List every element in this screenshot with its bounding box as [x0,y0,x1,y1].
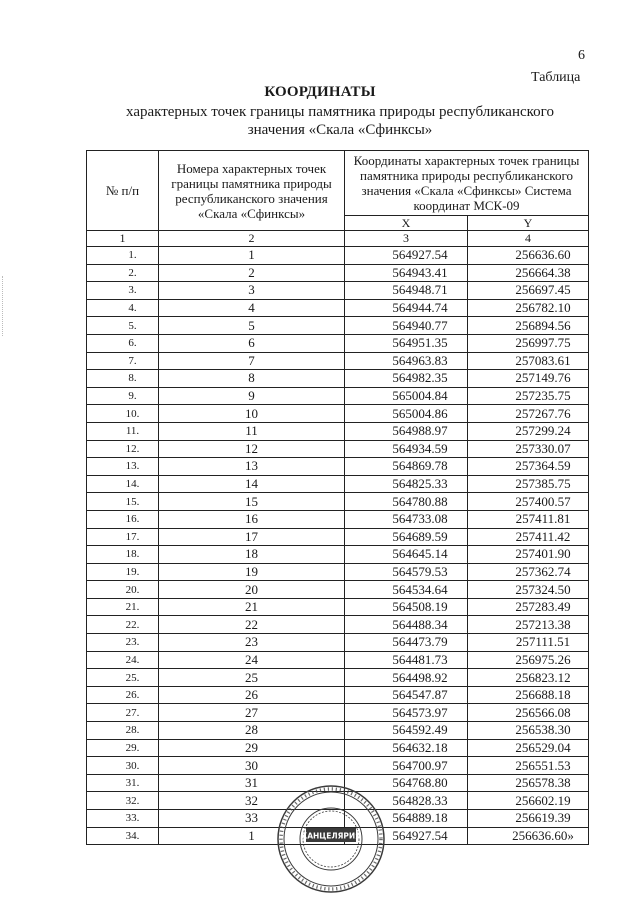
x-coordinate-cell: 564988.97 [345,422,468,440]
y-coordinate-cell: 257299.24 [468,422,589,440]
x-coordinate-cell: 564943.41 [345,264,468,282]
point-number-cell: 10 [159,405,345,423]
header-index-4: 4 [468,231,589,247]
point-number-cell: 7 [159,352,345,370]
row-number-cell: 14. [87,475,159,493]
row-number-cell: 28. [87,722,159,740]
point-number-cell: 4 [159,299,345,317]
row-number-cell: 20. [87,581,159,599]
point-number-cell: 15 [159,493,345,511]
point-number-cell: 21 [159,598,345,616]
table-row [87,704,589,722]
row-number-cell: 1. [87,247,159,265]
point-number-cell: 16 [159,510,345,528]
point-number-cell: 31 [159,774,345,792]
table-row [87,405,589,423]
page-number: 6 [578,48,585,63]
y-coordinate-cell: 256697.45 [468,282,589,300]
table-row [87,475,589,493]
row-number-cell: 12. [87,440,159,458]
x-coordinate-cell: 564579.53 [345,563,468,581]
x-coordinate-cell: 564632.18 [345,739,468,757]
page-title: КООРДИНАТЫ [264,84,376,100]
table-row [87,422,589,440]
row-number-cell: 11. [87,422,159,440]
row-number-cell: 6. [87,334,159,352]
y-coordinate-cell: 256894.56 [468,317,589,335]
table-row [87,264,589,282]
y-coordinate-cell: 256529.04 [468,739,589,757]
point-number-cell: 32 [159,792,345,810]
table-row [87,739,589,757]
table-row [87,510,589,528]
table-row [87,528,589,546]
header-index-3: 3 [345,231,468,247]
table-row [87,317,589,335]
table-row [87,546,589,564]
point-number-cell: 25 [159,669,345,687]
table-row [87,616,589,634]
row-number-cell: 10. [87,405,159,423]
x-coordinate-cell: 564592.49 [345,722,468,740]
y-coordinate-cell: 256997.75 [468,334,589,352]
table-row [87,669,589,687]
y-coordinate-cell: 257330.07 [468,440,589,458]
y-coordinate-cell: 256823.12 [468,669,589,687]
x-coordinate-cell: 564927.54 [345,247,468,265]
y-coordinate-cell: 257111.51 [468,634,589,652]
point-number-cell: 17 [159,528,345,546]
coordinates-table [86,150,589,845]
row-number-cell: 24. [87,651,159,669]
y-coordinate-cell: 257283.49 [468,598,589,616]
row-number-cell: 29. [87,739,159,757]
table-row [87,334,589,352]
row-number-cell: 21. [87,598,159,616]
stamp-center-text: КАНЦЕЛЯРИЯ [301,831,361,841]
row-number-cell: 30. [87,757,159,775]
point-number-cell: 1 [159,827,345,845]
table-row [87,370,589,388]
row-number-cell: 22. [87,616,159,634]
y-coordinate-cell: 256636.60» [468,827,589,845]
table-row [87,634,589,652]
table-row [87,598,589,616]
point-number-cell: 29 [159,739,345,757]
point-number-cell: 3 [159,282,345,300]
header-x: X [345,216,468,231]
row-number-cell: 2. [87,264,159,282]
x-coordinate-cell: 564733.08 [345,510,468,528]
table-row [87,757,589,775]
y-coordinate-cell: 257401.90 [468,546,589,564]
header-index-2: 2 [159,231,345,247]
y-coordinate-cell: 256975.26 [468,651,589,669]
point-number-cell: 12 [159,440,345,458]
point-number-cell: 5 [159,317,345,335]
point-number-cell: 20 [159,581,345,599]
y-coordinate-cell: 257411.42 [468,528,589,546]
x-coordinate-cell: 564982.35 [345,370,468,388]
x-coordinate-cell: 564951.35 [345,334,468,352]
y-coordinate-cell: 257411.81 [468,510,589,528]
y-coordinate-cell: 257083.61 [468,352,589,370]
x-coordinate-cell: 564498.92 [345,669,468,687]
point-number-cell: 11 [159,422,345,440]
row-number-cell: 26. [87,686,159,704]
table-row [87,458,589,476]
x-coordinate-cell: 565004.86 [345,405,468,423]
y-coordinate-cell: 256566.08 [468,704,589,722]
x-coordinate-cell: 564700.97 [345,757,468,775]
y-coordinate-cell: 257362.74 [468,563,589,581]
x-coordinate-cell: 564948.71 [345,282,468,300]
page-subtitle: характерных точек границы памятника природы республиканского значения «Скала «Сфинксы» [126,104,554,138]
x-coordinate-cell: 564488.34 [345,616,468,634]
scan-edge-mark [2,276,5,336]
x-coordinate-cell: 564889.18 [345,810,468,828]
y-coordinate-cell: 257400.57 [468,493,589,511]
x-coordinate-cell: 564473.79 [345,634,468,652]
row-number-cell: 19. [87,563,159,581]
table-row [87,247,589,265]
table-label: Таблица [531,70,581,85]
point-number-cell: 9 [159,387,345,405]
row-number-cell: 31. [87,774,159,792]
x-coordinate-cell: 564944.74 [345,299,468,317]
row-number-cell: 13. [87,458,159,476]
point-number-cell: 28 [159,722,345,740]
y-coordinate-cell: 256664.38 [468,264,589,282]
point-number-cell: 22 [159,616,345,634]
table-row [87,440,589,458]
y-coordinate-cell: 256636.60 [468,247,589,265]
row-number-cell: 3. [87,282,159,300]
row-number-cell: 9. [87,387,159,405]
row-number-cell: 16. [87,510,159,528]
y-coordinate-cell: 256688.18 [468,686,589,704]
point-number-cell: 8 [159,370,345,388]
office-stamp-seal [276,784,386,894]
row-number-cell: 7. [87,352,159,370]
row-number-cell: 34. [87,827,159,845]
x-coordinate-cell: 564825.33 [345,475,468,493]
point-number-cell: 27 [159,704,345,722]
row-number-cell: 25. [87,669,159,687]
y-coordinate-cell: 256538.30 [468,722,589,740]
x-coordinate-cell: 564534.64 [345,581,468,599]
row-number-cell: 17. [87,528,159,546]
x-coordinate-cell: 564645.14 [345,546,468,564]
table-row [87,651,589,669]
x-coordinate-cell: 564934.59 [345,440,468,458]
point-number-cell: 2 [159,264,345,282]
x-coordinate-cell: 564869.78 [345,458,468,476]
point-number-cell: 13 [159,458,345,476]
row-number-cell: 15. [87,493,159,511]
table-row [87,282,589,300]
y-coordinate-cell: 256551.53 [468,757,589,775]
x-coordinate-cell: 564689.59 [345,528,468,546]
point-number-cell: 18 [159,546,345,564]
x-coordinate-cell: 564768.80 [345,774,468,792]
header-index-1: 1 [87,231,159,247]
y-coordinate-cell: 257364.59 [468,458,589,476]
header-row-number: № п/п [87,151,159,231]
point-number-cell: 6 [159,334,345,352]
x-coordinate-cell: 564573.97 [345,704,468,722]
table-row [87,722,589,740]
point-number-cell: 26 [159,686,345,704]
row-number-cell: 5. [87,317,159,335]
y-coordinate-cell: 256619.39 [468,810,589,828]
row-number-cell: 8. [87,370,159,388]
point-number-cell: 14 [159,475,345,493]
y-coordinate-cell: 257267.76 [468,405,589,423]
row-number-cell: 33. [87,810,159,828]
table-row [87,493,589,511]
row-number-cell: 32. [87,792,159,810]
table-row [87,387,589,405]
table-row [87,563,589,581]
x-coordinate-cell: 564927.54 [345,827,468,845]
header-coordinates: Координаты характерных точек границы памятника природы республиканского значения «Скала «Сфинксы» Система координат МСК-09 [345,151,589,216]
x-coordinate-cell: 564481.73 [345,651,468,669]
row-number-cell: 23. [87,634,159,652]
x-coordinate-cell: 564508.19 [345,598,468,616]
header-point-number: Номера характерных точек границы памятника природы республиканского значения «Скала «Сфинксы» [159,151,345,231]
point-number-cell: 1 [159,247,345,265]
x-coordinate-cell: 564963.83 [345,352,468,370]
x-coordinate-cell: 564940.77 [345,317,468,335]
y-coordinate-cell: 256782.10 [468,299,589,317]
y-coordinate-cell: 257149.76 [468,370,589,388]
table-row [87,686,589,704]
table-row [87,299,589,317]
y-coordinate-cell: 257235.75 [468,387,589,405]
y-coordinate-cell: 257324.50 [468,581,589,599]
point-number-cell: 33 [159,810,345,828]
y-coordinate-cell: 257385.75 [468,475,589,493]
header-y: Y [468,216,589,231]
x-coordinate-cell: 564828.33 [345,792,468,810]
y-coordinate-cell: 257213.38 [468,616,589,634]
table-row [87,581,589,599]
point-number-cell: 30 [159,757,345,775]
x-coordinate-cell: 564780.88 [345,493,468,511]
row-number-cell: 4. [87,299,159,317]
row-number-cell: 27. [87,704,159,722]
x-coordinate-cell: 565004.84 [345,387,468,405]
y-coordinate-cell: 256602.19 [468,792,589,810]
point-number-cell: 23 [159,634,345,652]
y-coordinate-cell: 256578.38 [468,774,589,792]
point-number-cell: 19 [159,563,345,581]
table-row [87,352,589,370]
x-coordinate-cell: 564547.87 [345,686,468,704]
point-number-cell: 24 [159,651,345,669]
row-number-cell: 18. [87,546,159,564]
